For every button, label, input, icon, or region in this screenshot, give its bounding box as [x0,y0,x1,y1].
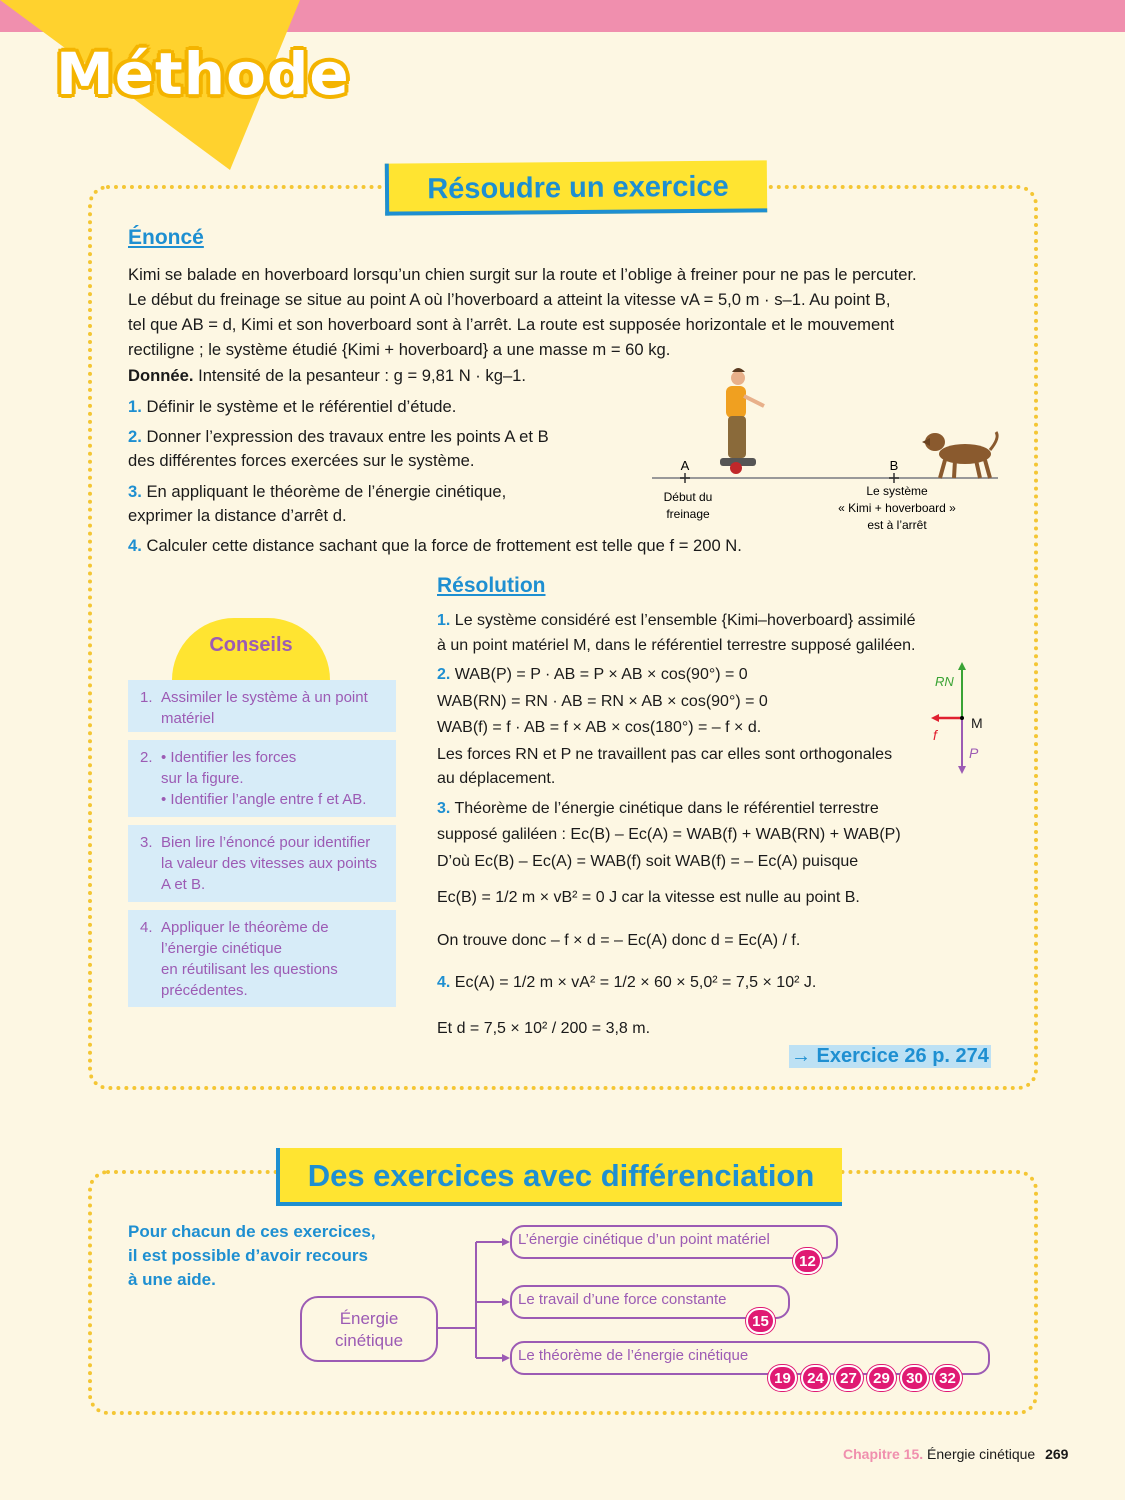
resolution-text: Ec(A) = 1/2 m × vA² = 1/2 × 60 × 5,0² = 7,5 × 10² J. [454,974,817,991]
step-number: 4. [437,974,451,991]
methode-banner: Méthode [56,40,350,108]
question-2 [128,424,549,449]
resolution-line [437,974,816,992]
exercise-badges [768,1365,962,1391]
question-text: exprimer la distance d’arrêt d. [128,506,347,525]
resolution-line [437,800,879,818]
intro-line: il est possible d’avoir recours [128,1246,368,1265]
tip-line: • Identifier les forces [161,749,297,766]
section-title: Résoudre un exercice [385,160,767,215]
exercise-badge[interactable]: 27 [834,1365,863,1391]
question-text: des différentes forces exercées sur le système. [128,451,475,470]
question-text: Donner l’expression des travaux entre les points A et B [146,427,549,446]
resolution-line: Et d = 7,5 × 10² / 200 = 3,8 m. [437,1020,651,1037]
center-topic [300,1296,438,1362]
tip-line: matériel [161,710,215,727]
section-title: Des exercices avec différenciation [276,1148,842,1206]
point-a-label: A [680,458,690,473]
question-3 [128,479,506,504]
caption-a-line: freinage [666,507,710,521]
m-label: M [971,715,983,731]
tip-line: précédentes. [161,982,248,999]
exercise-badge[interactable]: 12 [793,1248,822,1274]
question-number: 3. [128,482,142,501]
intro-text [128,1220,376,1292]
resolution-text: Le système considéré est l’ensemble {Kimi–hoverboard} assimilé [454,612,916,629]
tip-line: • Identifier l’angle entre f et AB. [161,791,367,808]
page-footer [843,1446,1068,1462]
exercise-badge[interactable]: 29 [867,1365,896,1391]
branch-label: L’énergie cinétique d’un point matériel [518,1231,770,1248]
exercise-badges [746,1308,775,1334]
question-number: 4. [128,536,142,555]
resolution-line: On trouve donc – f × d = – Ec(A) donc d = Ec(A) / f. [437,932,801,949]
enonce-line: tel que AB = d, Kimi et son hoverboard sont à l’arrêt. La route est supposée horizontale et le mouvement [128,315,895,334]
resolution-line: Ec(B) = 1/2 m × vB² = 0 J car la vitesse est nulle au point B. [437,889,860,906]
resolution-line: WAB(f) = f · AB = f × AB × cos(180°) = – f × d. [437,719,762,736]
tip-line: en réutilisant les questions [161,961,338,978]
exercise-badge[interactable]: 24 [801,1365,830,1391]
tip-number: 3. [140,834,153,851]
tip-card [128,740,396,817]
question-number: 2. [128,427,142,446]
exercise-badges [793,1248,822,1274]
chapter-title: Énergie cinétique [927,1446,1036,1462]
tip-line: sur la figure. [161,770,244,787]
resolution-line: D’où Ec(B) – Ec(A) = WAB(f) soit WAB(f) = – Ec(A) puisque [437,853,859,870]
resolution-text: Théorème de l’énergie cinétique dans le référentiel terrestre [454,800,879,817]
center-topic-line: Énergie [339,1309,399,1328]
question-text: Calculer cette distance sachant que la force de frottement est telle que f = 200 N. [146,536,742,555]
chapter-label: Chapitre 15. [843,1446,924,1462]
resolution-line: à un point matériel M, dans le référentiel terrestre supposé galiléen. [437,637,916,654]
tip-line: Appliquer le théorème de [161,919,329,936]
resolution-line [437,612,915,630]
force-diagram [925,660,995,780]
rn-label: RN [935,674,954,689]
tip-line: Assimiler le système à un point [161,689,368,706]
exercise-badge[interactable]: 32 [933,1365,962,1391]
enonce-line: Kimi se balade en hoverboard lorsqu’un chien surgit sur la route et l’oblige à freiner pour ne pas le percuter. [128,265,917,284]
caption-b-line: Le système [866,484,928,498]
tip-card [128,680,396,732]
caption-b-line: est à l’arrêt [867,518,927,532]
enonce-heading: Énoncé [128,226,204,249]
resolution-line: au déplacement. [437,770,556,787]
exercise-badge[interactable]: 30 [900,1365,929,1391]
question-1 [128,394,456,419]
tip-number: 2. [140,749,153,766]
donnee-line [128,363,526,388]
page-number: 269 [1045,1446,1069,1462]
donnee-label: Donnée. [128,366,194,385]
branch-item[interactable] [510,1225,838,1259]
conseils-label: Conseils [209,634,293,656]
point-b-label: B [889,458,899,473]
tip-card [128,910,396,1007]
center-topic-line: cinétique [334,1331,404,1350]
exercise-badge[interactable]: 15 [746,1308,775,1334]
tip-line: Bien lire l’énoncé pour identifier [161,834,371,851]
step-number: 1. [437,612,451,629]
tip-card [128,825,396,902]
f-label: f [933,727,937,743]
resolution-line: Les forces RN et P ne travaillent pas car elles sont orthogonales [437,746,893,763]
hoverboard-figure [640,362,1010,542]
intro-line: Pour chacun de ces exercices, [128,1222,376,1241]
tip-line: l’énergie cinétique [161,940,282,957]
tip-number: 4. [140,919,153,936]
tip-number: 1. [140,689,153,706]
intro-line: à une aide. [128,1270,216,1289]
exercise-link[interactable]: → Exercice 26 p. 274 [791,1045,989,1067]
step-number: 3. [437,800,451,817]
p-label: P [969,745,979,761]
exercise-badge[interactable]: 19 [768,1365,797,1391]
enonce-line: Le début du freinage se situe au point A où l’hoverboard a atteint la vitesse vA = 5,0 m · s–1. Au point B, [128,290,891,309]
resolution-text: WAB(P) = P · AB = P × AB × cos(90°) = 0 [454,666,748,683]
resolution-line [437,666,748,684]
tip-line: A et B. [161,876,206,893]
dog-illustration [922,432,997,478]
resolution-line: supposé galiléen : Ec(B) – Ec(A) = WAB(f) + WAB(RN) + WAB(P) [437,826,901,843]
caption-b-line: « Kimi + hoverboard » [838,501,956,515]
enonce-line: rectiligne ; le système étudié {Kimi + hoverboard} a une masse m = 60 kg. [128,340,671,359]
question-text: Définir le système et le référentiel d’étude. [146,397,457,416]
caption-a-line: Début du [663,490,713,504]
tip-line: la valeur des vitesses aux points [161,855,377,872]
donnee-text: Intensité de la pesanteur : g = 9,81 N · kg–1. [193,366,527,385]
branch-label: Le théorème de l’énergie cinétique [518,1347,749,1364]
question-number: 1. [128,397,142,416]
branch-label: Le travail d’une force constante [518,1291,727,1308]
step-number: 2. [437,666,451,683]
branch-connectors [430,1230,520,1370]
person-illustration [720,368,764,474]
question-text: En appliquant le théorème de l’énergie cinétique, [146,482,507,501]
resolution-heading: Résolution [437,574,546,597]
resolution-line: WAB(RN) = RN · AB = RN × AB × cos(90°) = 0 [437,693,768,710]
